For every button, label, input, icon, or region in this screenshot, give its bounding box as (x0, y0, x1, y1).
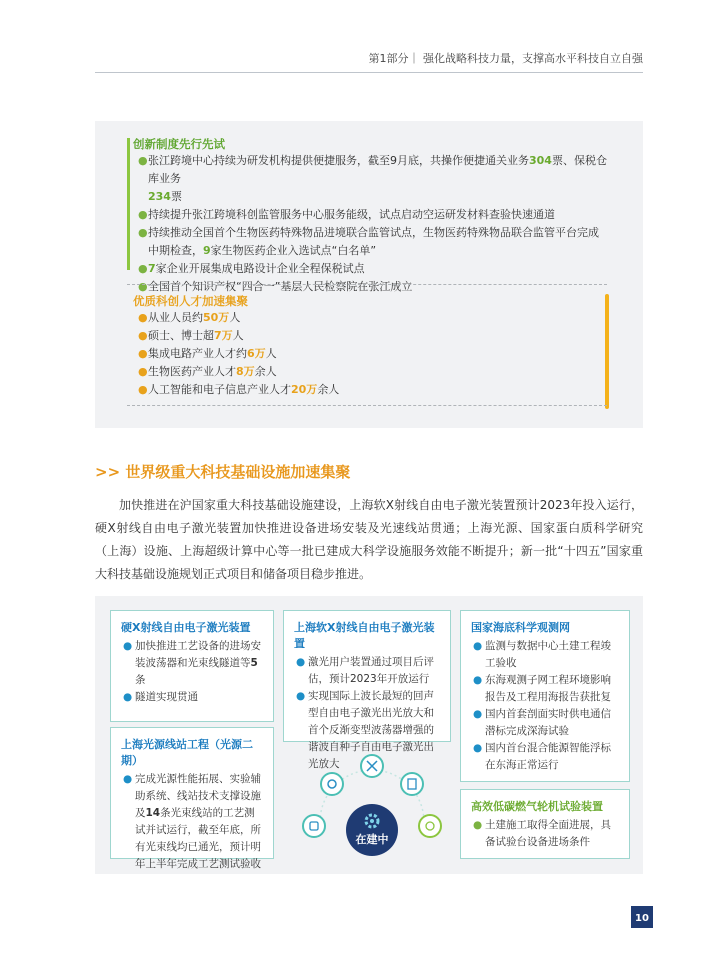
list-item: ● 激光用户装置通过项目后评估，预计2023年开放运行 (296, 656, 434, 685)
under-construction-hub (298, 750, 446, 860)
hub-label: 在建中 (355, 833, 389, 846)
list-item: ● 国内首套剖面实时供电通信潜标完成深海试验 (473, 708, 611, 737)
page-number-badge (631, 906, 653, 928)
box-title: 硬X射线自由电子激光装置 (121, 621, 251, 634)
light-source-box (110, 727, 274, 870)
body-paragraph: 加快推进在沪国家重大科技基础设施建设，上海软X射线自由电子激光装置预计2023年投入运行，硬X射线自由电子激光装置加快推进设备进场安装及光速线站贯通；上海光源、国家蛋白质科学研究（上海）设施、上海超级计算中心等一批已建成大科学设施服务效能不断提升；新一批“十四五”国家重大科技基础设施规划正式项目和储备项目稳步推进。 (95, 498, 643, 581)
bullet-icon: ● (138, 154, 148, 167)
list-item: ● 监测与数据中心土建工程竣工验收 (473, 640, 611, 669)
bullet-icon: ● (123, 773, 133, 785)
box-title: 高效低碳燃气轮机试验装置 (471, 800, 603, 813)
box-title: 上海光源线站工程（光源二期） (121, 738, 253, 767)
bullet-icon: ● (473, 674, 483, 686)
list-item: ● 土建施工取得全面进展，具备试验台设备进场条件 (473, 819, 611, 848)
bullet-icon: ● (473, 640, 483, 652)
list-item: ● 加快推进工艺设备的进场安装波荡器和光束线隧道等5条 (123, 640, 261, 686)
list-item: ● 完成光源性能拓展、实验辅助系统、线站技术支撑设施及14条光束线站的工艺测试并试运行，截至年底，所有光束线均已通光，预计明年上半年完成工艺测试验收 (123, 773, 261, 870)
dashed-divider (127, 284, 607, 285)
bullet-icon: ● (123, 640, 133, 652)
satellite-icon (361, 755, 383, 777)
bullet-icon: ● (138, 262, 148, 275)
list-item: ● 人工智能和电子信息产业人才20万余人 (127, 381, 611, 399)
bullet-icon: ● (138, 329, 148, 342)
box-title: 国家海底科学观测网 (471, 621, 570, 634)
bullet-icon: ● (138, 280, 148, 293)
list-item: ● 硕士、博士超7万人 (127, 327, 611, 345)
bullet-icon: ● (138, 208, 148, 221)
soft-xray-box (283, 610, 451, 770)
bullet-icon: ● (138, 311, 148, 324)
bullet-icon: ● (473, 742, 483, 754)
talent-title: 优质科创人才加速集聚 (133, 294, 248, 308)
list-item: ● 集成电路产业人才约6万人 (127, 345, 611, 363)
bullet-icon: ● (296, 656, 306, 668)
list-item: ● 7家企业开展集成电路设计企业全程保税试点 (127, 260, 607, 278)
innovation-title: 创新制度先行先试 (133, 137, 225, 151)
seafloor-observatory-box (460, 610, 630, 782)
innovation-section (127, 136, 607, 296)
bullet-icon: ● (138, 365, 148, 378)
microscope-icon (303, 815, 325, 837)
bullet-icon: ● (123, 691, 133, 703)
hard-xray-box (110, 610, 274, 722)
list-item: ● 张江跨境中心持续为研发机构提供便捷服务，截至9月底，共操作便捷通关业务304票、保税仓库业务 234票 (138, 154, 607, 203)
list-item: ● 生物医药产业人才8万余人 (127, 363, 611, 381)
bullet-icon: ● (138, 347, 148, 360)
list-item: ● 持续推动全国首个生物医药特殊物品进境联合监管试点，生物医药特殊物品联合监管平台完成中期检查，9家生物医药企业入选试点“白名单” (138, 226, 599, 257)
bullet-icon: ● (473, 819, 483, 831)
bullet-icon: ● (138, 383, 148, 396)
list-item: ● 从业人员约50万人 (127, 309, 611, 327)
gas-turbine-box (460, 789, 630, 859)
bullet-icon: ● (473, 708, 483, 720)
list-item: ● 隧道实现贯通 (121, 689, 263, 706)
double-chevron-icon: >> (95, 463, 121, 481)
running-header: 第1部分｜ 强化战略科技力量，支撑高水平科技自立自强 (95, 50, 643, 73)
list-item: ● 国内首台混合能源智能浮标在东海正常运行 (473, 742, 611, 771)
page-number: 10 (635, 913, 649, 924)
talent-section (127, 293, 611, 399)
box-title: 上海软X射线自由电子激光装置 (294, 621, 435, 650)
bullet-icon: ● (296, 690, 306, 702)
section-heading: >> 世界级重大科技基础设施加速集聚 (95, 463, 351, 481)
bullet-icon: ● (138, 226, 148, 239)
lab-icon (419, 815, 441, 837)
list-item: ● 持续提升张江跨境科创监管服务中心服务能级，试点启动空运研发材料查验快速通道 (127, 206, 607, 224)
dashed-divider (127, 405, 607, 406)
gear-network-icon (321, 773, 343, 795)
list-item: ● 全国首个知识产权“四合一”基层人民检察院在张江成立 (127, 278, 607, 296)
document-icon (401, 773, 423, 795)
list-item: ● 东海观测子网工程环境影响报告及工程用海报告获批复 (473, 674, 611, 703)
hub-circle (346, 804, 398, 856)
list-item: ● 实现国际上波长最短的回声型自由电子激光出光放大和首个反渐变型波荡器增强的谐波自种子自由电子激光出光放大 (296, 690, 434, 770)
